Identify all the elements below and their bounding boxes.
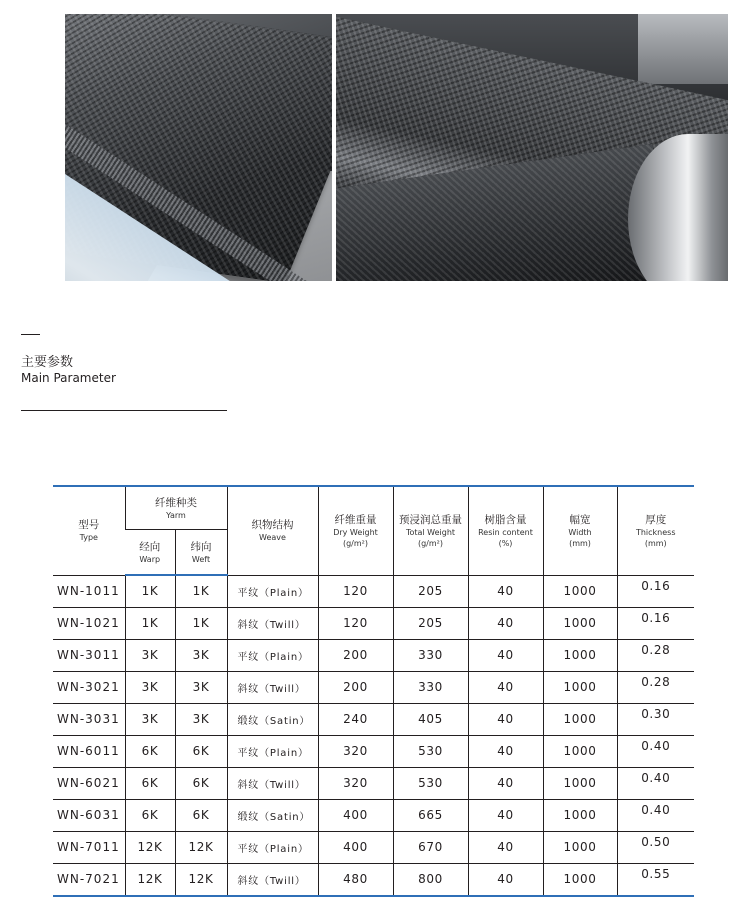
cell-weave: 缎纹（Satin） [227, 703, 318, 735]
cell-width: 1000 [543, 703, 617, 735]
cell-resin-content: 40 [468, 799, 543, 831]
cell-type: WN-6031 [53, 799, 125, 831]
cell-weave: 平纹（Plain） [227, 831, 318, 863]
cell-type: WN-1021 [53, 607, 125, 639]
cell-weave: 平纹（Plain） [227, 735, 318, 767]
cell-dry-weight: 120 [318, 575, 393, 607]
section-title-cn: 主要参数 [21, 355, 74, 370]
cell-width: 1000 [543, 575, 617, 607]
cell-dry-weight: 320 [318, 735, 393, 767]
cell-weft: 3K [175, 671, 227, 703]
section-divider [21, 410, 227, 411]
table-row [53, 575, 694, 607]
cell-total-weight: 530 [393, 735, 468, 767]
cell-dry-weight: 200 [318, 639, 393, 671]
cell-thickness: 0.55 [617, 863, 694, 896]
cell-type: WN-6021 [53, 767, 125, 799]
cell-thickness: 0.16 [617, 575, 694, 607]
header-dry-weight: 纤维重量 Dry Weight (g/m²) [318, 486, 393, 575]
cell-warp: 1K [125, 607, 175, 639]
cell-weft: 3K [175, 639, 227, 671]
cell-warp: 3K [125, 671, 175, 703]
cell-width: 1000 [543, 767, 617, 799]
table-row [53, 767, 694, 799]
cell-thickness: 0.28 [617, 639, 694, 671]
cell-weave: 平纹（Plain） [227, 575, 318, 607]
cell-warp: 12K [125, 831, 175, 863]
cell-thickness: 0.16 [617, 607, 694, 639]
header-weft: 纬向 Weft [175, 530, 227, 576]
cell-type: WN-6011 [53, 735, 125, 767]
cell-weft: 6K [175, 799, 227, 831]
cell-total-weight: 205 [393, 607, 468, 639]
cell-weft: 6K [175, 735, 227, 767]
cell-weave: 平纹（Plain） [227, 639, 318, 671]
table-body [53, 575, 694, 896]
cell-resin-content: 40 [468, 831, 543, 863]
header-yarn: 纤维种类 Yarm [125, 486, 227, 530]
cell-weave: 斜纹（Twill） [227, 607, 318, 639]
cell-width: 1000 [543, 639, 617, 671]
table-row [53, 639, 694, 671]
cell-thickness: 0.50 [617, 831, 694, 863]
cell-weave: 斜纹（Twill） [227, 767, 318, 799]
cell-dry-weight: 200 [318, 671, 393, 703]
cell-dry-weight: 320 [318, 767, 393, 799]
main-parameter-table [53, 485, 694, 897]
cell-dry-weight: 120 [318, 607, 393, 639]
header-width: 幅宽 Width (mm) [543, 486, 617, 575]
cell-dry-weight: 240 [318, 703, 393, 735]
cell-total-weight: 530 [393, 767, 468, 799]
cell-resin-content: 40 [468, 703, 543, 735]
table-row [53, 671, 694, 703]
cell-weft: 12K [175, 863, 227, 896]
header-total-weight: 预浸润总重量 Total Weight (g/m²) [393, 486, 468, 575]
cell-width: 1000 [543, 799, 617, 831]
cell-type: WN-1011 [53, 575, 125, 607]
cell-resin-content: 40 [468, 863, 543, 896]
cell-type: WN-3011 [53, 639, 125, 671]
cell-weft: 1K [175, 575, 227, 607]
header-warp: 经向 Warp [125, 530, 175, 576]
header-type: 型号 Type [53, 486, 125, 575]
cell-width: 1000 [543, 607, 617, 639]
cell-total-weight: 330 [393, 671, 468, 703]
cell-resin-content: 40 [468, 767, 543, 799]
cell-resin-content: 40 [468, 575, 543, 607]
carbon-fabric-roll-photo [336, 14, 728, 281]
cell-warp: 12K [125, 863, 175, 896]
cell-weave: 斜纹（Twill） [227, 671, 318, 703]
cell-type: WN-3021 [53, 671, 125, 703]
cell-resin-content: 40 [468, 639, 543, 671]
cell-width: 1000 [543, 671, 617, 703]
table-row [53, 863, 694, 896]
cell-resin-content: 40 [468, 671, 543, 703]
cell-type: WN-7011 [53, 831, 125, 863]
table-row [53, 735, 694, 767]
cell-thickness: 0.28 [617, 671, 694, 703]
carbon-fabric-sheet-photo [65, 14, 332, 281]
section-dash [21, 334, 40, 335]
cell-total-weight: 405 [393, 703, 468, 735]
cell-dry-weight: 480 [318, 863, 393, 896]
cell-width: 1000 [543, 831, 617, 863]
section-title-en: Main Parameter [21, 371, 116, 385]
cell-type: WN-7021 [53, 863, 125, 896]
cell-thickness: 0.40 [617, 799, 694, 831]
cell-weft: 3K [175, 703, 227, 735]
photo-machine-frame [638, 14, 728, 84]
cell-warp: 3K [125, 639, 175, 671]
cell-type: WN-3031 [53, 703, 125, 735]
table-row [53, 703, 694, 735]
cell-weft: 6K [175, 767, 227, 799]
cell-weave: 缎纹（Satin） [227, 799, 318, 831]
cell-width: 1000 [543, 863, 617, 896]
cell-thickness: 0.40 [617, 767, 694, 799]
table-row [53, 607, 694, 639]
cell-dry-weight: 400 [318, 831, 393, 863]
cell-resin-content: 40 [468, 607, 543, 639]
cell-weft: 1K [175, 607, 227, 639]
cell-warp: 1K [125, 575, 175, 607]
cell-thickness: 0.30 [617, 703, 694, 735]
cell-weave: 斜纹（Twill） [227, 863, 318, 896]
cell-weft: 12K [175, 831, 227, 863]
cell-warp: 6K [125, 767, 175, 799]
cell-thickness: 0.40 [617, 735, 694, 767]
header-weave: 织物结构 Weave [227, 486, 318, 575]
header-thickness: 厚度 Thickness (mm) [617, 486, 694, 575]
cell-dry-weight: 400 [318, 799, 393, 831]
cell-warp: 6K [125, 799, 175, 831]
table-row [53, 831, 694, 863]
cell-total-weight: 330 [393, 639, 468, 671]
cell-resin-content: 40 [468, 735, 543, 767]
header-resin-content: 树脂含量 Resin content (%) [468, 486, 543, 575]
cell-warp: 3K [125, 703, 175, 735]
cell-width: 1000 [543, 735, 617, 767]
cell-total-weight: 670 [393, 831, 468, 863]
table-row [53, 799, 694, 831]
cell-total-weight: 665 [393, 799, 468, 831]
cell-warp: 6K [125, 735, 175, 767]
cell-total-weight: 205 [393, 575, 468, 607]
cell-total-weight: 800 [393, 863, 468, 896]
